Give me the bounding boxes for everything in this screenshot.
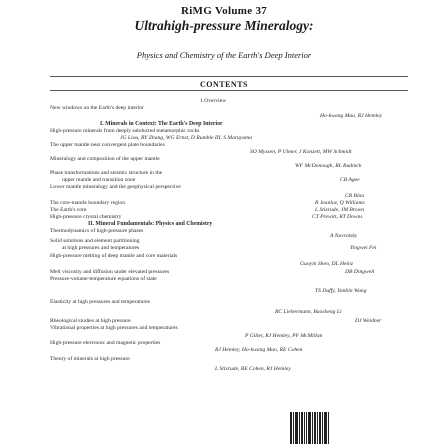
barcode-image — [290, 412, 330, 444]
toc-entry-authors: DJ Weidner — [355, 318, 382, 324]
toc-entry-title: Elasticity at high pressures and temperatures — [50, 299, 150, 305]
toc-entry-title: High-pressure electronic and magnetic properties — [50, 340, 161, 346]
toc-entry-title: Phase transformations and seismic structure in the — [50, 170, 163, 176]
contents-rule — [50, 90, 408, 91]
toc-entry-authors: Guoyin Shen, DL Heinz — [300, 261, 354, 267]
toc-entry-authors: DB Dingwell — [345, 269, 375, 275]
toc-entry-title: Melt viscosity and diffusion under elevated pressures — [50, 269, 170, 275]
toc-entry-authors: A Navrotsky — [330, 233, 358, 239]
toc-entry-authors: RJ Hemley, Ho-kwang Mao, RE Cohen — [215, 347, 303, 353]
part-1-heading: I. Minerals in Context: The Earth's Deep Interior — [100, 121, 223, 127]
toc-entry-title: Thermodynamics of high-pressure phases — [50, 228, 144, 234]
overview-authors: Ho-kwang Mao, RJ Hemley — [320, 113, 383, 119]
toc-entry-authors: R Jeanloz, Q Williams — [315, 200, 365, 206]
toc-entry-title-cont: at high pressures and temperatures — [62, 245, 140, 251]
book-subtitle: Physics and Chemistry of the Earth's Deep Interior — [136, 50, 312, 60]
toc-entry-authors: RC Liebermann, Baosheng Li — [275, 309, 342, 315]
toc-entry-title: Theory of minerals at high pressure — [50, 356, 130, 362]
toc-entry-authors: TS Duffy, Yanbin Wang — [315, 288, 367, 294]
toc-entry-authors: L Stixrude, JM Brown — [315, 207, 365, 213]
toc-entry-title: High-pressure melting of deep mantle and core materials — [50, 253, 178, 259]
overview-label: 1.Overview — [200, 98, 227, 104]
toc-entry-title: The core-mantle boundary region — [50, 200, 126, 206]
contents-heading: CONTENTS — [199, 80, 248, 89]
toc-entry-title: Lower mantle mineralogy and the geophysical perspective — [50, 184, 181, 190]
toc-entry-title: The upper mantle near convergent plate boundaries — [50, 142, 165, 148]
toc-entry-title: Rheological studies at high pressure — [50, 318, 131, 324]
toc-entry-authors: L Stixrude, RE Cohen, RJ Hemley — [215, 366, 291, 372]
toc-entry-title: Pressure-volume-temperature equations of state — [50, 276, 157, 282]
toc-entry-authors: CB Agee — [340, 177, 360, 183]
toc-entry-authors: SO Myssen, P Ulmer, J Konzett, MW Schmidt — [250, 149, 352, 155]
toc-entry-title: High-pressure crystal chemistry — [50, 214, 122, 220]
toc-entry-title-cont: upper mantle and transition zone — [62, 177, 136, 183]
part-2-heading: II. Mineral Fundamentals: Physics and Chemistry — [88, 221, 213, 227]
toc-entry-title: Solid solutions and element partitioning — [50, 238, 140, 244]
book-title: Ultrahigh-pressure Mineralogy: — [134, 18, 314, 33]
toc-entry-authors: CT Prewitt, RT Downs — [312, 214, 363, 220]
toc-entry-authors: CR Bina — [345, 193, 365, 199]
top-rule — [50, 76, 408, 77]
toc-entry-title: High-pressure minerals from deeply subducted metamorphic rocks — [50, 128, 200, 134]
toc-entry-authors: Yingwei Fei — [350, 245, 377, 251]
toc-entry-title: Vibrational properties at high pressures and temperatures — [50, 325, 178, 331]
series-label: RiMG Volume 37 — [180, 5, 268, 17]
overview-title: New windows on the Earth's deep interior — [50, 105, 144, 111]
toc-entry-authors: JG Liou, RY Zhang, WG Ernst, D Rumble III, S Maruyama — [120, 135, 252, 141]
toc-entry-authors: WF McDonough, RL Rudnick — [295, 163, 362, 169]
toc-entry-title: Mineralogy and composition of the upper mantle — [50, 156, 160, 162]
toc-entry-authors: P Gillet, RJ Hemley, PF McMillan — [245, 333, 323, 339]
toc-entry-title: The Earth's core — [50, 207, 87, 213]
